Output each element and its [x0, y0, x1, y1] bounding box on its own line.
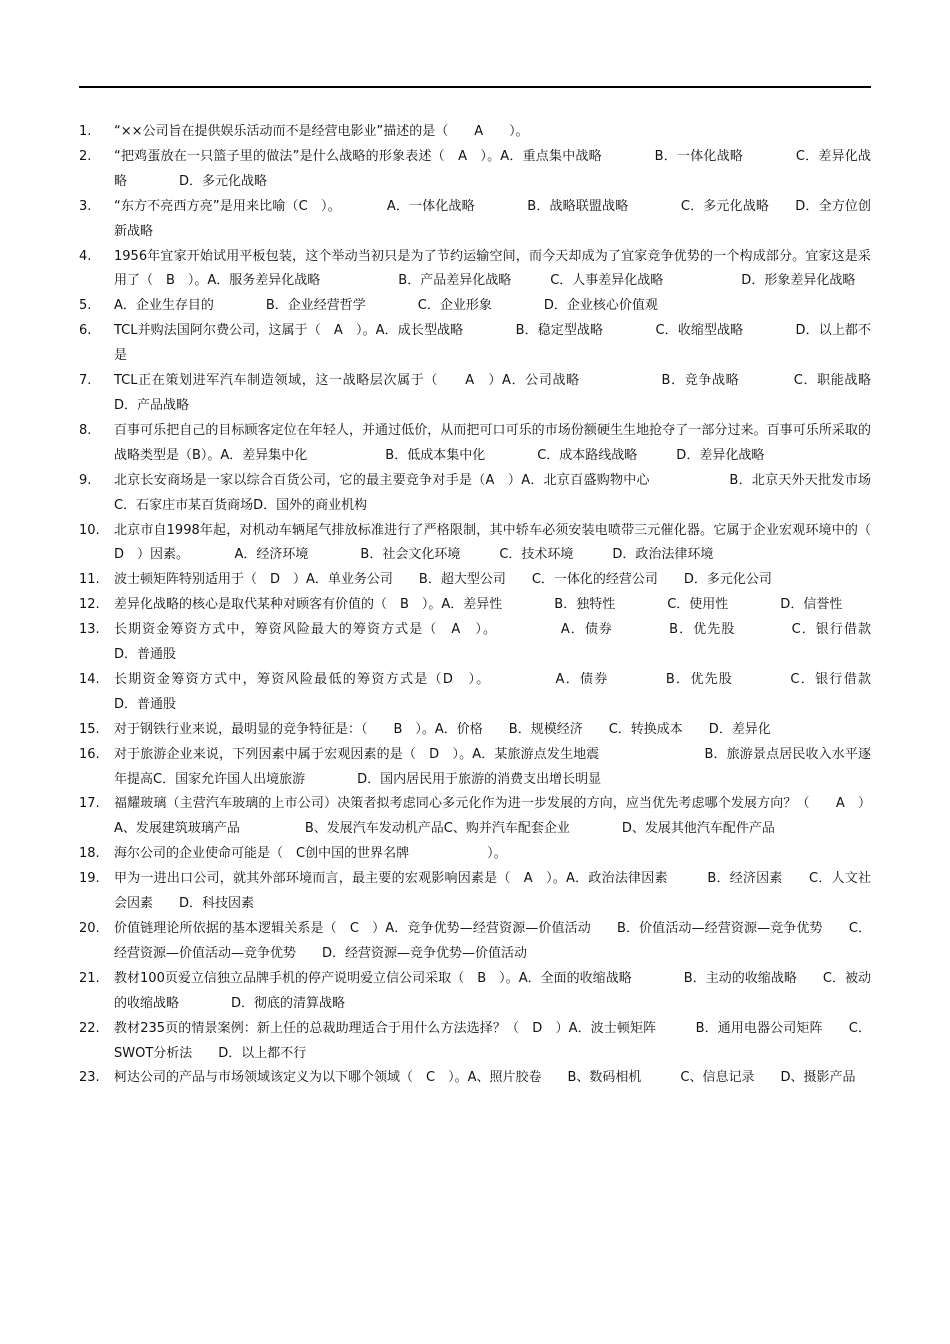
question-text: TCL并购法国阿尔费公司，这属于（ A ）。A．成长型战略 B．稳定型战略 C．收缩型战略 D．以上都不是: [114, 323, 871, 364]
question-number: 2.: [79, 148, 92, 164]
question-number: 19.: [79, 871, 100, 887]
question-text: “东方不亮西方亮”是用来比喻（C ）。 A．一体化战略 B．战略联盟战略 C．多元化战略 D．全方位创新战略: [114, 198, 871, 239]
question-item: [79, 419, 871, 469]
question-item: [79, 568, 871, 593]
question-number: 16.: [79, 746, 100, 762]
question-number: 6.: [79, 323, 92, 339]
question-item: [79, 917, 871, 967]
question-number: 9.: [79, 472, 92, 488]
question-number: 12.: [79, 597, 100, 613]
question-number: 20.: [79, 921, 100, 936]
question-text: 教材235页的情景案例：新上任的总裁助理适合于用什么方法选择？（ D ）A．波士顿矩阵 B．通用电器公司矩阵 C．SWOT分析法 D．以上都不行: [114, 1020, 871, 1061]
question-number: 10.: [79, 522, 100, 538]
question-item: [79, 743, 871, 793]
question-text: 对于钢铁行业来说，最明显的竞争特征是：（ B ）。A．价格 B．规模经济 C．转换成本 D．差异化: [114, 721, 771, 737]
question-number: 8.: [79, 422, 92, 438]
question-text: 海尔公司的企业使命可能是（ C创中国的世界名牌 ）。: [114, 846, 507, 862]
question-text: 1956年宜家开始试用平板包装，这个举动当初只是为了节约运输空间，而今天却成为了宜家竞争优势的一个构成部分。宜家这是采用了（ B ）。A．服务差异化战略 B．产品差异化战略 C．人事差异化战略 D．形象差异化战略: [114, 248, 871, 289]
question-text: TCL正在策划进军汽车制造领域，这一战略层次属于（ A ）A．公司战略 B．竞争战略 C．职能战略 D．产品战略: [114, 373, 937, 413]
question-number: 5.: [79, 298, 92, 314]
question-number: 14.: [79, 671, 100, 687]
question-text: 长期资金筹资方式中，筹资风险最低的筹资方式是（D ）。 A．债券 B．优先股 C．银行借款 D．普通股: [114, 671, 924, 712]
question-item: [79, 668, 924, 718]
question-number: 13.: [79, 622, 100, 638]
question-number: 15.: [79, 721, 100, 737]
question-item: [79, 1066, 871, 1091]
question-text: 百事可乐把自己的目标顾客定位在年轻人，并通过低价，从而把可口可乐的市场份额硬生生地抢夺了一部分过来。百事可乐所采取的战略类型是（B）。A．差异集中化 B．低成本集中化 C．成本路线战略 D．差异化战略: [114, 422, 871, 463]
question-text: 北京市自1998年起，对机动车辆尾气排放标准进行了严格限制，其中轿车必须安装电喷带三元催化器。它属于企业宏观环境中的（ D ）因素。 A．经济环境 B．社会文化环境 C．技术环境 D．政治法律环境: [114, 522, 898, 563]
question-text: 波士顿矩阵特别适用于（ D ）A．单业务公司 B．超大型公司 C．一体化的经营公司 D．多元化公司: [114, 572, 772, 588]
question-text: 甲为一进出口公司，就其外部环境而言，最主要的宏观影响因素是（ A ）。A．政治法律因素 B．经济因素 C．人文社会因素 D．科技因素: [114, 871, 871, 912]
question-item: [79, 1017, 871, 1067]
question-text: 价值链理论所依据的基本逻辑关系是（ C ）A．竞争优势—经营资源—价值活动 B．价值活动—经营资源—竞争优势 C．经营资源—价值活动—竞争优势 D．经营资源—竞争优势—价值活动: [114, 921, 871, 961]
question-number: 11.: [79, 572, 100, 588]
question-item: [79, 842, 871, 867]
question-text: 福耀玻璃（主营汽车玻璃的上市公司）决策者拟考虑同心多元化作为进一步发展的方向，应当优先考虑哪个发展方向？（ A ）A、发展建筑玻璃产品 B、发展汽车发动机产品C、购并汽车配套企业 D、发展其他汽车配件产品: [114, 796, 871, 837]
question-number: 18.: [79, 846, 100, 862]
question-item: [79, 145, 871, 195]
question-number: 7.: [79, 373, 92, 389]
question-number: 21.: [79, 970, 100, 986]
question-text: 对于旅游企业来说，下列因素中属于宏观因素的是（ D ）。A．某旅游点发生地震 B．旅游景点居民收入水平逐年提高C．国家允许国人出境旅游 D．国内居民用于旅游的消费支出增长明显: [114, 746, 871, 787]
question-number: 22.: [79, 1020, 100, 1036]
question-item: [79, 867, 871, 917]
question-item: [79, 792, 871, 842]
question-item: [79, 967, 871, 1017]
question-item: [79, 469, 924, 519]
question-text: 差异化战略的核心是取代某种对顾客有价值的（ B ）。A．差异性 B．独特性 C．使用性 D．信誉性: [114, 597, 843, 613]
question-item: [79, 618, 924, 668]
question-item: [79, 369, 937, 419]
question-item: [79, 593, 871, 618]
question-item: [79, 319, 871, 369]
question-text: A．企业生存目的 B．企业经营哲学 C．企业形象 D．企业核心价值观: [114, 298, 658, 314]
question-text: 柯达公司的产品与市场领域该定义为以下哪个领域（ C ）。A、照片胶卷 B、数码相机 C、信息记录 D、摄影产品: [114, 1070, 856, 1086]
header-rule: [79, 86, 871, 88]
question-item: [79, 718, 871, 743]
question-item: [79, 195, 871, 245]
question-item: [79, 120, 871, 145]
question-text: “把鸡蛋放在一只篮子里的做法”是什么战略的形象表述（ A ）。A．重点集中战略 B．一体化战略 C．差异化战略 D．多元化战略: [114, 148, 871, 189]
question-list: [79, 120, 937, 1091]
question-number: 1.: [79, 124, 92, 139]
question-number: 4.: [79, 248, 92, 264]
question-item: [79, 519, 898, 569]
question-text: 教材100页爱立信独立品牌手机的停产说明爱立信公司采取（ B ）。A．全面的收缩战略 B．主动的收缩战略 C．被动的收缩战略 D．彻底的清算战略: [114, 970, 871, 1011]
question-item: [79, 294, 871, 319]
question-text: 北京长安商场是一家以综合百货公司，它的最主要竞争对手是（A ）A．北京百盛购物中心 B．北京天外天批发市场 C．石家庄市某百货商场D．国外的商业机构: [114, 472, 924, 513]
question-number: 3.: [79, 198, 92, 214]
question-item: [79, 245, 871, 295]
question-text: 长期资金筹资方式中，筹资风险最大的筹资方式是（ A ）。 A．债券 B．优先股 C．银行借款 D．普通股: [114, 622, 924, 663]
question-number: 17.: [79, 796, 100, 812]
question-number: 23.: [79, 1070, 100, 1086]
question-text: “××公司旨在提供娱乐活动而不是经营电影业”描述的是（ A ）。: [114, 124, 529, 139]
